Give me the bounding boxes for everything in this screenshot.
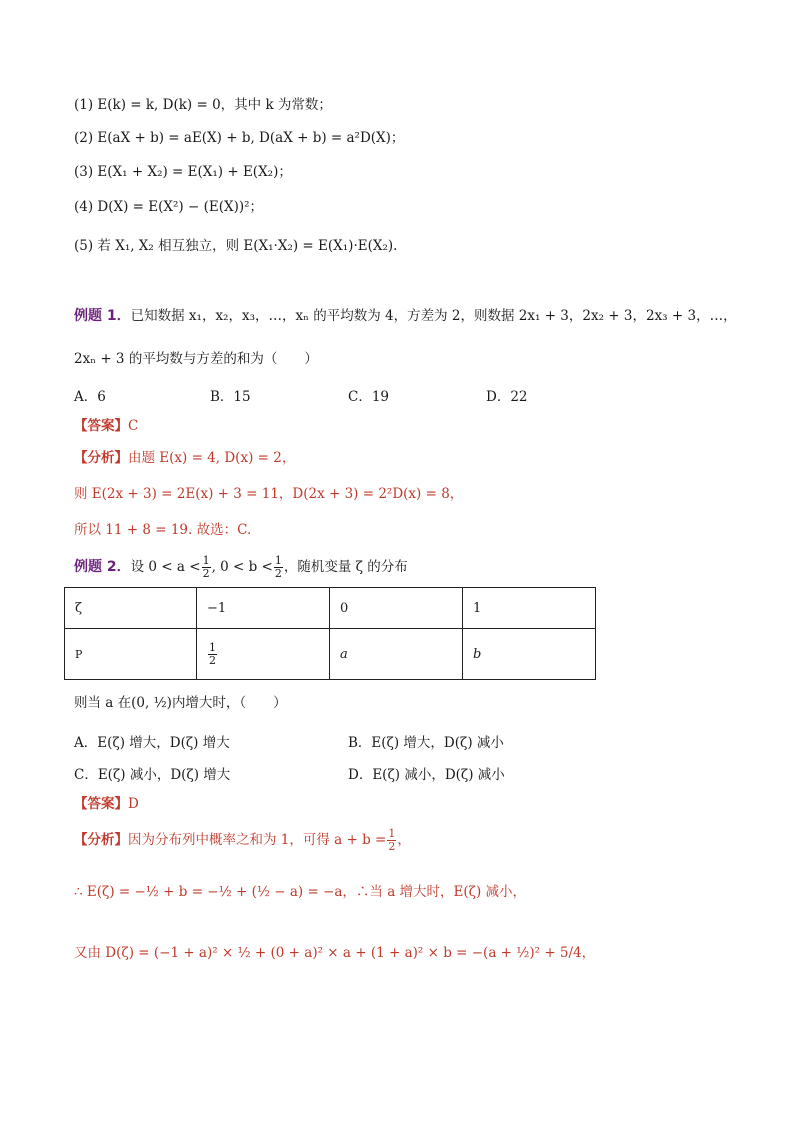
example2-half-2: $\frac{1}{2}$	[274, 554, 282, 580]
table-row	[65, 629, 596, 680]
table-half-fraction: $\frac{1}{2}$	[209, 640, 216, 667]
table-cell-half	[197, 629, 330, 680]
table-cell-a: a	[330, 629, 463, 680]
property-5: (5) 若 X₁, X₂ 相互独立，则 E(X₁·X₂) = E(X₁)·E(X₂).	[74, 238, 398, 254]
example1-analysis-2: 则 E(2x + 3) = 2E(x) + 3 = 11，D(2x + 3) = 2²D(x) = 8，	[74, 486, 464, 502]
example2-condition-interval: (0, ½)	[131, 695, 172, 711]
distribution-table	[64, 587, 596, 680]
example2-analysis-2: ∴ E(ζ) = −½ + b = −½ + (½ − a) = −a，∴当 a 增大时，E(ζ) 减小，	[74, 884, 527, 900]
table-cell-zero: 0	[330, 588, 463, 629]
table-cell-one: 1	[463, 588, 596, 629]
example2-analysis-1: 【分析】因为分布列中概率之和为 1，可得 a + b = $\frac{1}{2}$ ，	[74, 827, 411, 853]
example2-option-c: C．E(ζ) 减小，D(ζ) 增大	[74, 767, 231, 783]
table-cell-b: b	[463, 629, 596, 680]
example2-analysis-3: 又由 D(ζ) = (−1 + a)² × ½ + (0 + a)² × a + (1 + a)² × b = −(a + ½)² + 5/4，	[74, 945, 596, 961]
example1-option-b: B．15	[210, 389, 251, 405]
example1-analysis-3: 所以 11 + 8 = 19. 故选：C.	[74, 522, 252, 538]
example1-analysis-tag: 【分析】	[74, 450, 128, 466]
example2-answer-value: D	[128, 796, 139, 812]
example2-condition-suffix: 内增大时，（ ）	[171, 695, 287, 711]
example2-answer-tag: 【答案】	[74, 796, 128, 812]
example2-option-d: D．E(ζ) 减小，D(ζ) 减小	[348, 767, 505, 783]
property-2: (2) E(aX + b) = aE(X) + b, D(aX + b) = a²D(X)；	[74, 130, 405, 146]
table-cell-minus-one: −1	[197, 588, 330, 629]
example1-analysis-text-1: 由题 E(x) = 4, D(x) = 2，	[128, 450, 296, 466]
example1-answer	[74, 416, 138, 436]
example2-question-mid: , 0 < b <	[211, 559, 273, 575]
example2-analysis-tag: 【分析】	[74, 832, 128, 848]
example1-option-c: C．19	[348, 389, 390, 405]
table-cell-zeta: ζ	[65, 588, 197, 629]
example1-question-line2: 2xₙ + 3 的平均数与方差的和为（ ）	[74, 351, 318, 367]
example1-option-d: D．22	[486, 389, 528, 405]
example1-question	[74, 306, 737, 326]
table-cell-p: P	[65, 629, 197, 680]
example1-answer-tag: 【答案】	[74, 418, 128, 434]
example1-question-line1: 已知数据 x₁，x₂，x₃，…，xₙ 的平均数为 4，方差为 2，则数据 2x₁ + 3，2x₂ + 3，2x₃ + 3，…，	[130, 308, 737, 324]
example2-option-b: B．E(ζ) 增大，D(ζ) 减小	[348, 735, 504, 751]
example2-condition-prefix: 则当 a 在	[74, 695, 132, 711]
example2-question-suffix: ，随机变量 ζ 的分布	[283, 559, 408, 575]
example1-option-a: A．6	[74, 389, 106, 405]
example1-answer-value: C	[128, 418, 139, 434]
example2-analysis-text-1: 因为分布列中概率之和为 1，可得 a + b =	[128, 832, 387, 848]
example2-question-prefix: 设 0 < a <	[130, 559, 201, 575]
example1-label: 例题 1．	[74, 308, 131, 324]
example2-condition	[74, 693, 287, 713]
property-1: (1) E(k) = k, D(k) = 0，其中 k 为常数；	[74, 97, 332, 113]
example2-half-1: $\frac{1}{2}$	[202, 554, 210, 580]
example2-label: 例题 2．	[74, 559, 131, 575]
property-3: (3) E(X₁ + X₂) = E(X₁) + E(X₂)；	[74, 164, 292, 180]
table-row	[65, 588, 596, 629]
property-4: (4) D(X) = E(X²) − (E(X))²；	[74, 199, 264, 215]
example2-question	[74, 555, 408, 580]
example2-option-a: A．E(ζ) 增大，D(ζ) 增大	[74, 735, 230, 751]
example1-analysis-1	[74, 448, 295, 468]
example2-analysis-half: $\frac{1}{2}$	[388, 827, 396, 853]
example2-answer	[74, 794, 139, 814]
